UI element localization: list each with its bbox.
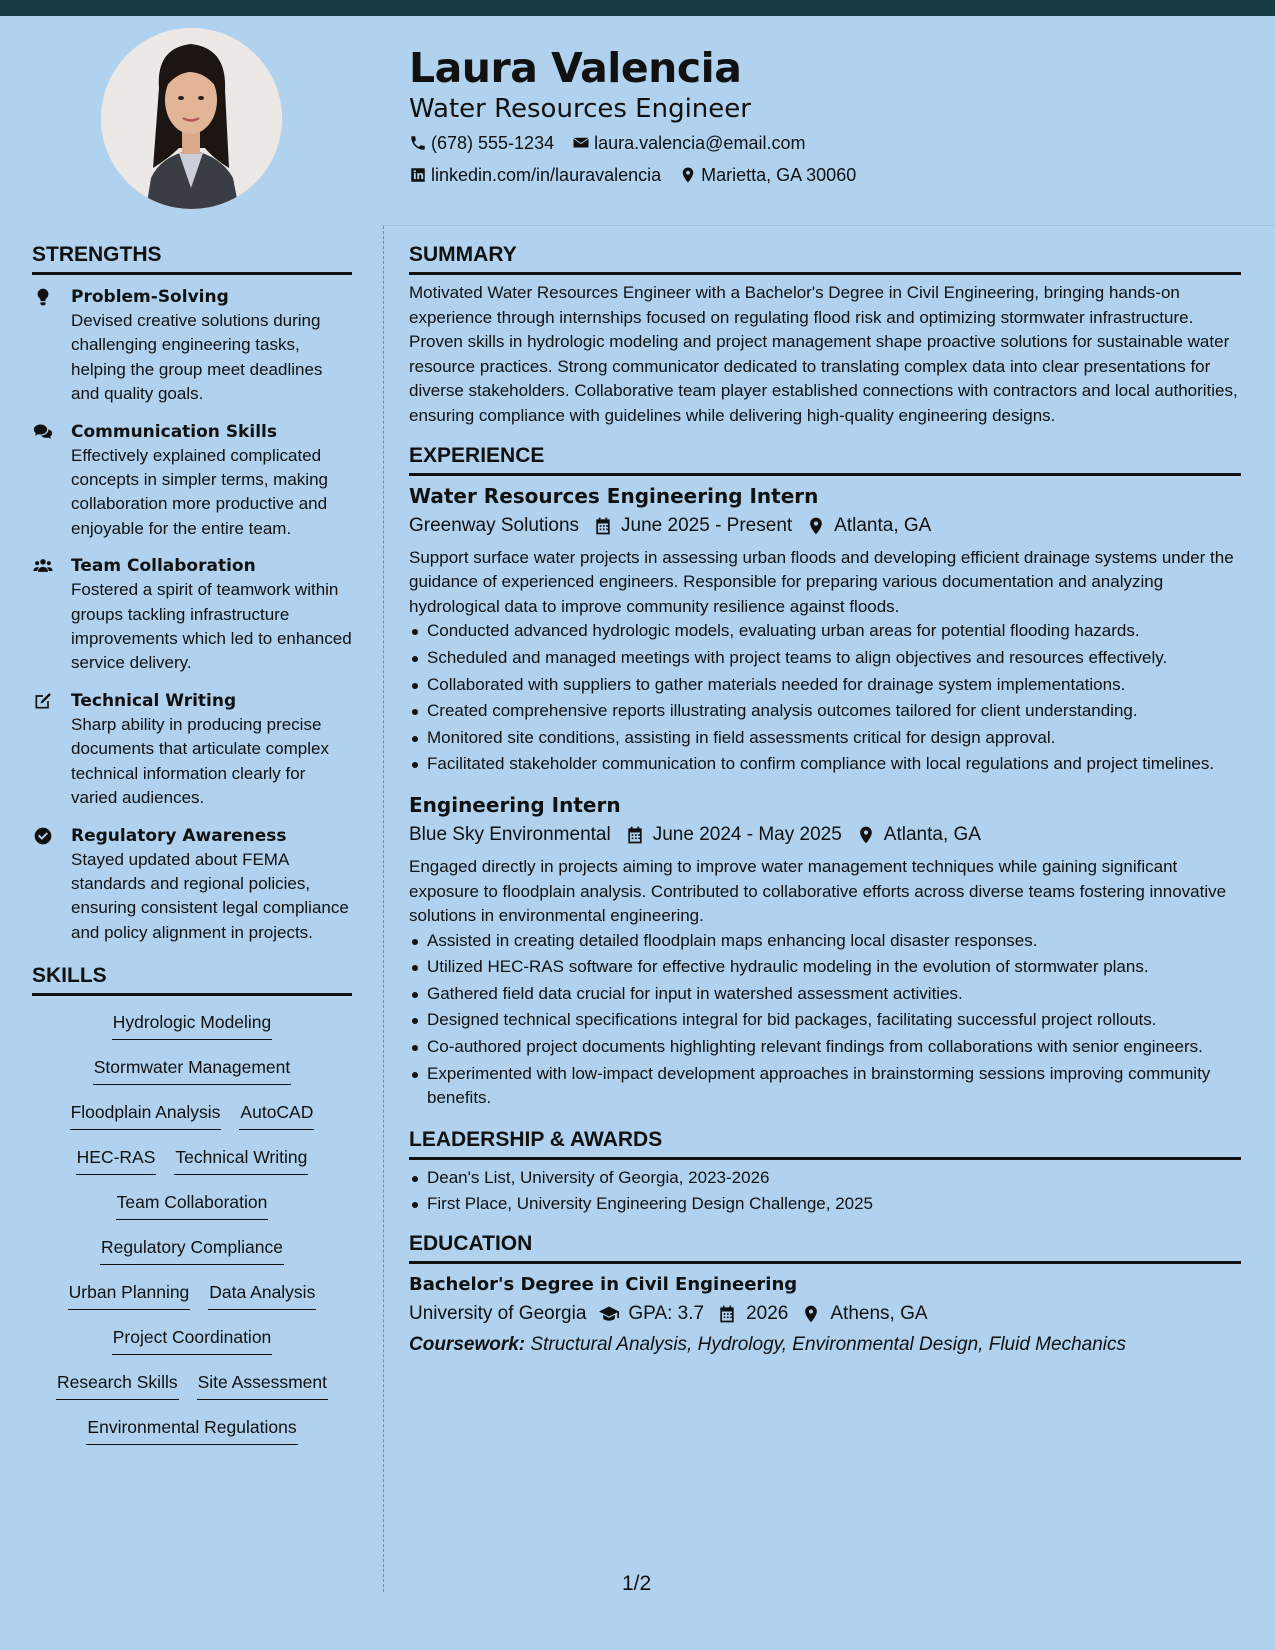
bullet-item: Monitored site conditions, assisting in field assessments critical for design approval. bbox=[409, 726, 1241, 751]
education-meta bbox=[409, 1300, 1241, 1328]
award-item: Dean's List, University of Georgia, 2023-2026 bbox=[409, 1166, 1241, 1191]
job-location-text: Atlanta, GA bbox=[834, 514, 932, 536]
linkedin-icon bbox=[409, 166, 427, 184]
envelope-icon bbox=[572, 134, 590, 152]
edit-icon bbox=[32, 691, 54, 711]
bullet-item: Collaborated with suppliers to gather materials needed for drainage system implementations. bbox=[409, 673, 1241, 698]
job-entry bbox=[409, 791, 1241, 1111]
job-location bbox=[806, 512, 931, 540]
left-column bbox=[32, 240, 352, 1460]
check-circle-icon bbox=[32, 826, 54, 846]
skill-tag: Site Assessment bbox=[197, 1370, 328, 1400]
job-dates bbox=[625, 821, 842, 849]
page-number: 1/2 bbox=[622, 1572, 652, 1595]
coursework-text: Structural Analysis, Hydrology, Environmental Design, Fluid Mechanics bbox=[530, 1334, 1126, 1356]
strength-item bbox=[32, 554, 352, 676]
skill-row bbox=[32, 1145, 352, 1190]
strength-title: Technical Writing bbox=[71, 690, 237, 711]
candidate-title: Water Resources Engineer bbox=[409, 94, 751, 124]
strength-title: Regulatory Awareness bbox=[71, 825, 287, 846]
bullet-item: Assisted in creating detailed floodplain maps enhancing local disaster responses. bbox=[409, 929, 1241, 954]
lightbulb-icon bbox=[32, 287, 54, 307]
strength-desc: Fostered a spirit of teamwork within groups tackling infrastructure improvements which led to enhanced service delivery. bbox=[71, 580, 352, 673]
school-location bbox=[800, 1300, 927, 1328]
experience-heading: EXPERIENCE bbox=[409, 441, 1241, 476]
skills-heading: SKILLS bbox=[32, 961, 352, 996]
strengths-list bbox=[32, 285, 352, 945]
comments-icon bbox=[32, 422, 54, 442]
skill-tag: Stormwater Management bbox=[93, 1055, 291, 1085]
bullet-item: Experimented with low-impact development approaches in brainstorming sessions improving community benefits. bbox=[409, 1062, 1241, 1111]
skill-row bbox=[32, 1100, 352, 1145]
job-meta bbox=[409, 821, 1241, 849]
job-company: Greenway Solutions bbox=[409, 514, 580, 536]
skill-tag: Technical Writing bbox=[174, 1145, 308, 1175]
bullet-item: Co-authored project documents highlighting relevant findings from collaborations with senior engineers. bbox=[409, 1035, 1241, 1060]
phone-contact bbox=[409, 131, 554, 155]
calendar-icon bbox=[625, 825, 645, 845]
job-dates-text: June 2025 - Present bbox=[621, 514, 793, 536]
strength-title: Team Collaboration bbox=[71, 556, 256, 577]
skill-tag: Floodplain Analysis bbox=[70, 1100, 222, 1130]
contact-row-1 bbox=[409, 131, 1249, 155]
profile-photo bbox=[101, 28, 282, 209]
profile-photo-illustration bbox=[101, 28, 282, 209]
school-name: University of Georgia bbox=[409, 1303, 587, 1325]
awards-list bbox=[409, 1166, 1241, 1217]
map-marker-icon bbox=[800, 1304, 822, 1324]
bullet-item: Scheduled and managed meetings with project teams to align objectives and resources effectively. bbox=[409, 646, 1241, 671]
strength-item bbox=[32, 285, 352, 407]
graduation-year bbox=[716, 1300, 788, 1328]
job-location-text: Atlanta, GA bbox=[883, 823, 981, 845]
strength-item bbox=[32, 689, 352, 811]
skill-tag: Team Collaboration bbox=[116, 1190, 269, 1220]
email-contact[interactable] bbox=[572, 131, 805, 155]
map-marker-icon bbox=[806, 516, 826, 536]
skills-list bbox=[32, 1010, 352, 1460]
bullet-item: Facilitated stakeholder communication to confirm compliance with local regulations and project timelines. bbox=[409, 752, 1241, 777]
summary-heading: SUMMARY bbox=[409, 240, 1241, 275]
column-divider bbox=[383, 226, 384, 1592]
job-company: Blue Sky Environmental bbox=[409, 823, 611, 845]
calendar-icon bbox=[716, 1304, 738, 1324]
skill-tag: Hydrologic Modeling bbox=[112, 1010, 273, 1040]
calendar-icon bbox=[593, 516, 613, 536]
job-entry bbox=[409, 482, 1241, 777]
location-contact bbox=[679, 163, 856, 187]
job-bullets bbox=[409, 619, 1241, 777]
gpa-text: GPA: 3.7 bbox=[628, 1303, 705, 1325]
education-heading: EDUCATION bbox=[409, 1229, 1241, 1264]
skill-row bbox=[32, 1235, 352, 1280]
skill-row bbox=[32, 1280, 352, 1325]
job-description: Engaged directly in projects aiming to improve water management techniques while gaining significant exposure to floodplain analysis. Contributed to collaborative efforts across diverse teams fostering innovative solutions in environmental engineering. bbox=[409, 856, 1227, 926]
skill-tag: Urban Planning bbox=[68, 1280, 191, 1310]
summary-text: Motivated Water Resources Engineer with a Bachelor's Degree in Civil Engineering, bringing hands-on experience through internships focused on regulating flood risk and optimizing stormwater infrastructure. Proven skills in hydrologic modeling and project management shape proactive solutions for sustainable water resource practices. Strong communicator dedicated to translating complex data into clear presentations for diverse stakeholders. Collaborative team player established connections with contractors and local authorities, ensuring compliance with guidelines while delivering high-quality engineering designs. bbox=[409, 283, 1238, 425]
award-item: First Place, University Engineering Design Challenge, 2025 bbox=[409, 1192, 1241, 1217]
location-text: Marietta, GA 30060 bbox=[701, 165, 857, 185]
skill-tag: Data Analysis bbox=[208, 1280, 316, 1310]
job-location bbox=[856, 821, 981, 849]
users-icon bbox=[32, 556, 54, 576]
contact-row-2 bbox=[409, 163, 1249, 187]
top-accent-bar bbox=[0, 0, 1275, 16]
strength-desc: Stayed updated about FEMA standards and regional policies, ensuring consistent legal compliance and policy alignment in projects. bbox=[71, 849, 349, 942]
graduation-year-text: 2026 bbox=[746, 1303, 789, 1325]
bullet-item: Created comprehensive reports illustrating analysis outcomes tailored for client understanding. bbox=[409, 699, 1241, 724]
coursework-label: Coursework: bbox=[409, 1334, 526, 1356]
skill-row bbox=[32, 1010, 352, 1055]
skill-row bbox=[32, 1055, 352, 1100]
skill-tag: Environmental Regulations bbox=[86, 1415, 297, 1445]
strengths-heading: STRENGTHS bbox=[32, 240, 352, 275]
skill-tag: AutoCAD bbox=[239, 1100, 314, 1130]
email-text[interactable]: laura.valencia@email.com bbox=[594, 133, 806, 153]
skill-tag: Research Skills bbox=[56, 1370, 179, 1400]
strength-item bbox=[32, 420, 352, 542]
strength-item bbox=[32, 824, 352, 946]
skill-tag: Project Coordination bbox=[112, 1325, 273, 1355]
strength-desc: Effectively explained complicated concepts in simpler terms, making collaboration more productive and enjoyable for the entire team. bbox=[71, 445, 328, 538]
strength-title: Communication Skills bbox=[71, 421, 277, 442]
strength-desc: Sharp ability in producing precise documents that articulate complex technical information clearly for varied audiences. bbox=[71, 714, 329, 808]
linkedin-contact[interactable] bbox=[409, 163, 661, 187]
skill-row bbox=[32, 1190, 352, 1235]
job-description: Support surface water projects in assessing urban floods and developing efficient drainage systems under the guidance of experienced engineers. Responsible for preparing various documentation and analyzing hydrological data to improve community resilience against floods. bbox=[409, 547, 1234, 616]
phone-text: (678) 555-1234 bbox=[431, 133, 555, 153]
header-divider bbox=[382, 225, 1275, 226]
bullet-item: Designed technical specifications integral for bid packages, facilitating successful project rollouts. bbox=[409, 1008, 1241, 1033]
graduation-cap-icon bbox=[598, 1304, 620, 1324]
skill-row bbox=[32, 1325, 352, 1370]
candidate-name: Laura Valencia bbox=[409, 44, 742, 92]
skill-row bbox=[32, 1415, 352, 1460]
skill-tag: Regulatory Compliance bbox=[100, 1235, 284, 1265]
awards-heading: LEADERSHIP & AWARDS bbox=[409, 1125, 1241, 1160]
degree-title: Bachelor's Degree in Civil Engineering bbox=[409, 1274, 798, 1296]
map-marker-icon bbox=[856, 825, 876, 845]
bullet-item: Utilized HEC-RAS software for effective hydraulic modeling in the evolution of stormwater plans. bbox=[409, 955, 1241, 980]
gpa bbox=[598, 1300, 704, 1328]
job-dates bbox=[593, 512, 792, 540]
bullet-item: Conducted advanced hydrologic models, evaluating urban areas for potential flooding hazards. bbox=[409, 619, 1241, 644]
map-marker-icon bbox=[679, 166, 697, 184]
coursework bbox=[409, 1331, 1241, 1359]
strength-title: Problem-Solving bbox=[71, 287, 229, 307]
skill-row bbox=[32, 1370, 352, 1415]
linkedin-text[interactable]: linkedin.com/in/lauravalencia bbox=[431, 165, 662, 185]
job-title: Water Resources Engineering Intern bbox=[409, 483, 819, 508]
bullet-item: Gathered field data crucial for input in watershed assessment activities. bbox=[409, 982, 1241, 1007]
job-bullets bbox=[409, 929, 1241, 1111]
right-column bbox=[409, 240, 1241, 1359]
strength-desc: Devised creative solutions during challenging engineering tasks, helping the group meet deadlines and quality goals. bbox=[71, 311, 323, 404]
resume-header bbox=[409, 42, 1249, 187]
job-meta bbox=[409, 512, 1241, 540]
school-location-text: Athens, GA bbox=[830, 1303, 928, 1325]
skill-tag: HEC-RAS bbox=[76, 1145, 157, 1175]
job-title: Engineering Intern bbox=[409, 792, 621, 817]
phone-icon bbox=[409, 134, 427, 152]
job-dates-text: June 2024 - May 2025 bbox=[652, 823, 842, 845]
